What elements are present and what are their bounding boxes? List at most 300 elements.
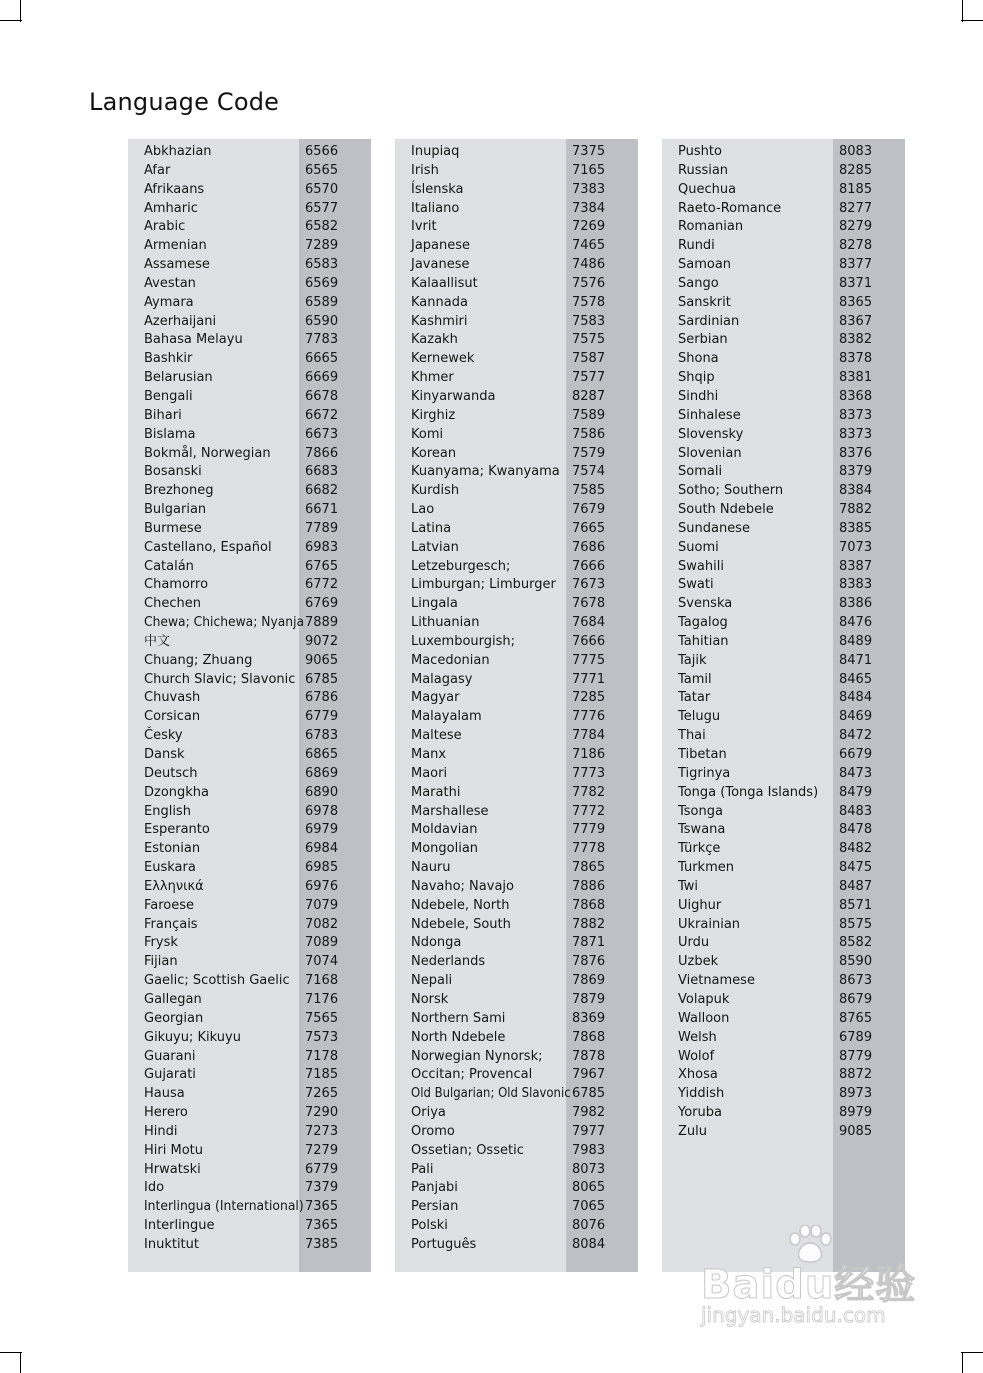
language-row (662, 784, 905, 803)
language-code: 7882 (572, 916, 606, 932)
language-code: 6569 (305, 275, 339, 291)
language-name: Pushto (678, 144, 722, 159)
language-name: Kurdish (411, 483, 460, 499)
language-name: Chuvash (144, 690, 201, 706)
language-code: 8673 (839, 973, 873, 989)
language-code: 8478 (839, 822, 873, 838)
language-code: 8379 (839, 464, 873, 480)
language-code: 7967 (572, 1067, 606, 1083)
language-name: Limburgan; Limburger (411, 577, 556, 593)
language-code: 7082 (305, 916, 339, 932)
language-name: Khmer (411, 370, 454, 386)
language-row (128, 972, 371, 991)
language-row (128, 1066, 371, 1085)
language-code: 6589 (305, 294, 339, 310)
language-code: 7576 (572, 275, 606, 291)
language-row (395, 463, 638, 482)
language-code: 7666 (572, 558, 606, 574)
language-code: 8386 (839, 596, 873, 612)
language-name: Euskara (144, 860, 196, 876)
language-code: 8575 (839, 916, 873, 932)
language-code: 8073 (572, 1161, 606, 1177)
language-code: 6890 (305, 784, 339, 800)
language-code: 8385 (839, 520, 873, 536)
language-row (395, 445, 638, 464)
language-name: Telugu (678, 709, 721, 725)
language-code: 6785 (572, 1086, 606, 1102)
language-code: 8367 (839, 313, 873, 329)
language-code: 8473 (839, 765, 873, 781)
language-code: 6673 (305, 426, 339, 442)
language-row (128, 671, 371, 690)
language-code: 8590 (839, 954, 873, 970)
language-row (662, 840, 905, 859)
language-name: Burmese (144, 520, 202, 536)
language-name: Yiddish (678, 1086, 725, 1102)
language-row (662, 313, 905, 332)
language-name: Frysk (144, 935, 178, 951)
language-name: North Ndebele (411, 1029, 506, 1045)
language-code: 7865 (572, 860, 606, 876)
language-row (128, 558, 371, 577)
language-row (128, 1048, 371, 1067)
language-code: 7186 (572, 747, 606, 762)
language-row (662, 689, 905, 708)
crop-mark (20, 0, 21, 22)
language-row (395, 671, 638, 690)
language-row (395, 576, 638, 595)
language-name: Irish (411, 162, 439, 178)
language-column-3 (662, 139, 905, 1272)
language-name: Suomi (678, 539, 719, 555)
language-code: 7587 (572, 351, 606, 367)
language-name: Raeto-Romance (678, 200, 782, 216)
language-name: Magyar (411, 690, 460, 706)
language-code: 7772 (572, 803, 606, 819)
language-code: 8277 (839, 200, 873, 216)
crop-mark (0, 20, 22, 21)
language-row (128, 294, 371, 313)
language-row (128, 859, 371, 878)
language-row (662, 445, 905, 464)
language-code: 8679 (839, 991, 873, 1007)
language-code: 8465 (839, 671, 873, 687)
language-row (128, 539, 371, 558)
language-code: 6590 (305, 313, 339, 329)
language-code: 6577 (305, 200, 339, 216)
language-row (128, 463, 371, 482)
language-name: Slovensky (678, 426, 744, 442)
language-row (128, 350, 371, 369)
language-code: 8365 (839, 294, 873, 310)
language-name: Dansk (144, 747, 185, 762)
language-name: Oriya (411, 1105, 446, 1121)
language-name: Lithuanian (411, 615, 480, 631)
language-name: Ivrit (411, 219, 437, 235)
language-name: Kashmiri (411, 313, 468, 329)
language-code: 7176 (305, 991, 339, 1007)
language-code: 7585 (572, 483, 606, 499)
language-row (662, 143, 905, 162)
crop-mark (961, 20, 983, 21)
language-row (395, 652, 638, 671)
language-code: 7073 (839, 539, 873, 555)
language-code: 8487 (839, 878, 873, 894)
language-name: Ossetian; Ossetic (411, 1142, 524, 1158)
language-code: 7289 (305, 238, 339, 254)
language-name: Somali (678, 464, 723, 480)
language-row (395, 388, 638, 407)
language-name: Korean (411, 445, 457, 461)
language-name: Belarusian (144, 370, 213, 386)
language-row (128, 708, 371, 727)
language-row (662, 746, 905, 765)
language-name: Avestan (144, 275, 196, 291)
language-code: 6682 (305, 483, 339, 499)
language-code: 7868 (572, 1029, 606, 1045)
language-row (128, 426, 371, 445)
language-name: Gujarati (144, 1067, 196, 1083)
language-name: Church Slavic; Slavonic (144, 671, 296, 687)
language-code: 8476 (839, 615, 873, 631)
language-code: 7185 (305, 1067, 339, 1083)
language-name: Norwegian Nynorsk; (411, 1048, 543, 1064)
language-row (395, 501, 638, 520)
crop-mark (962, 1352, 963, 1373)
language-name: Oromo (411, 1123, 455, 1139)
language-code: 7871 (572, 935, 606, 951)
language-row (395, 595, 638, 614)
language-code: 7679 (572, 502, 606, 518)
language-row (662, 1085, 905, 1104)
language-row (662, 576, 905, 595)
language-code: 7178 (305, 1048, 339, 1064)
language-code: 6565 (305, 162, 339, 178)
language-row (395, 746, 638, 765)
language-code: 6566 (305, 144, 339, 159)
language-code: 7269 (572, 219, 606, 235)
language-name: Ndonga (411, 935, 462, 951)
language-name: Français (144, 916, 198, 932)
language-code: 8279 (839, 219, 873, 235)
language-name: Walloon (678, 1010, 730, 1026)
language-code: 7686 (572, 539, 606, 555)
language-row (128, 162, 371, 181)
language-row (128, 1085, 371, 1104)
language-row (395, 181, 638, 200)
language-code: 7574 (572, 464, 606, 480)
language-code: 6869 (305, 765, 339, 781)
language-row (662, 162, 905, 181)
language-name: South Ndebele (678, 502, 774, 518)
crop-mark (961, 1352, 983, 1353)
language-code: 7775 (572, 652, 606, 668)
language-code: 8378 (839, 351, 873, 367)
language-row (395, 426, 638, 445)
language-name: Old Bulgarian; Old Slavonic (411, 1086, 571, 1102)
language-name: Luxembourgish; (411, 633, 516, 649)
language-row (662, 803, 905, 822)
language-row (395, 237, 638, 256)
language-name: Northern Sami (411, 1010, 506, 1026)
language-name: Tajik (678, 652, 707, 668)
page-title: Language Code (89, 88, 280, 116)
language-name: Tonga (Tonga Islands) (678, 784, 819, 800)
language-row (395, 784, 638, 803)
language-row (662, 727, 905, 746)
language-row (128, 143, 371, 162)
language-code: 6786 (305, 690, 339, 706)
language-row (662, 463, 905, 482)
language-code: 8382 (839, 332, 873, 348)
language-name: Japanese (411, 238, 471, 254)
language-code: 6783 (305, 728, 339, 744)
language-code: 8376 (839, 445, 873, 461)
language-name: Chechen (144, 596, 201, 612)
language-code: 8489 (839, 633, 873, 649)
language-code: 8383 (839, 577, 873, 593)
language-name: Tamil (678, 671, 712, 687)
language-name: Zulu (678, 1123, 707, 1139)
language-code: 7383 (572, 181, 606, 197)
language-name: Sardinian (678, 313, 740, 329)
language-code: 7789 (305, 520, 339, 536)
language-row (128, 576, 371, 595)
language-name: Assamese (144, 257, 210, 273)
watermark-logo-text: Baidu经验 (701, 1262, 917, 1308)
language-code: 7869 (572, 973, 606, 989)
language-row (395, 218, 638, 237)
language-code: 7665 (572, 520, 606, 536)
language-name: Manx (411, 747, 447, 762)
language-name: Ελληνικά (144, 878, 204, 894)
language-code: 8483 (839, 803, 873, 819)
language-code: 7273 (305, 1123, 339, 1139)
language-name: Wolof (678, 1048, 715, 1064)
language-code: 8287 (572, 388, 606, 404)
language-code: 7983 (572, 1142, 606, 1158)
language-code: 6570 (305, 181, 339, 197)
language-code: 8384 (839, 483, 873, 499)
language-row (662, 218, 905, 237)
language-code: 7365 (305, 1199, 339, 1215)
language-row (128, 1198, 371, 1217)
language-name: Malayalam (411, 709, 482, 725)
language-name: Íslenska (411, 181, 464, 197)
language-name: Samoan (678, 257, 732, 273)
language-name: Swati (678, 577, 714, 593)
language-code: 9085 (839, 1123, 873, 1139)
language-code: 8381 (839, 370, 873, 386)
language-code: 6985 (305, 860, 339, 876)
language-name: Fijian (144, 954, 178, 970)
language-row (128, 181, 371, 200)
language-row (128, 840, 371, 859)
language-name: Bosanski (144, 464, 202, 480)
language-code: 7666 (572, 633, 606, 649)
language-row (662, 369, 905, 388)
language-row (395, 558, 638, 577)
language-row (662, 1066, 905, 1085)
language-code: 6779 (305, 1161, 339, 1177)
language-name: Welsh (678, 1029, 717, 1045)
language-code: 8076 (572, 1218, 606, 1234)
language-code: 7879 (572, 991, 606, 1007)
language-code: 7065 (572, 1199, 606, 1215)
language-row (128, 803, 371, 822)
language-code: 8387 (839, 558, 873, 574)
language-row (395, 1010, 638, 1029)
language-name: Svenska (678, 596, 733, 612)
language-row (662, 972, 905, 991)
language-code: 6678 (305, 388, 339, 404)
language-code: 6976 (305, 878, 339, 894)
language-column-1 (128, 139, 371, 1272)
language-code: 7882 (839, 502, 873, 518)
language-name: Dzongkha (144, 784, 210, 800)
language-code: 9065 (305, 652, 339, 668)
language-name: Nauru (411, 860, 451, 876)
language-name: Guarani (144, 1048, 196, 1064)
language-code: 8482 (839, 841, 873, 857)
language-name: Javanese (411, 257, 470, 273)
language-row (128, 313, 371, 332)
language-code: 8479 (839, 784, 873, 800)
language-code: 6765 (305, 558, 339, 574)
language-row (662, 558, 905, 577)
language-row (395, 1142, 638, 1161)
language-code: 7586 (572, 426, 606, 442)
language-code: 7365 (305, 1218, 339, 1234)
language-code: 7579 (572, 445, 606, 461)
language-code: 7165 (572, 162, 606, 178)
language-code: 7290 (305, 1105, 339, 1121)
language-name: Russian (678, 162, 729, 178)
language-code: 6789 (839, 1029, 873, 1045)
language-row (662, 708, 905, 727)
language-row (662, 765, 905, 784)
language-row (662, 953, 905, 972)
language-row (128, 595, 371, 614)
language-code: 7776 (572, 709, 606, 725)
language-name: Kalaallisut (411, 275, 478, 291)
language-row (128, 1179, 371, 1198)
language-name: Twi (678, 878, 699, 894)
language-name: Afrikaans (144, 181, 205, 197)
language-code: 6865 (305, 747, 339, 762)
language-name: Abkhazian (144, 144, 212, 159)
language-row (128, 821, 371, 840)
language-code: 7889 (305, 615, 339, 631)
language-list (662, 143, 905, 1142)
language-code: 7573 (305, 1029, 339, 1045)
language-name: Shqip (678, 370, 715, 386)
language-row (662, 595, 905, 614)
language-row (395, 765, 638, 784)
language-name: Ndebele, North (411, 897, 510, 913)
language-name: Sinhalese (678, 407, 741, 423)
language-row (662, 1123, 905, 1142)
language-name: Sotho; Southern (678, 483, 784, 499)
language-name: Pali (411, 1161, 434, 1177)
language-code: 7878 (572, 1048, 606, 1064)
language-row (662, 878, 905, 897)
language-row (128, 388, 371, 407)
language-row (662, 614, 905, 633)
language-code: 8185 (839, 181, 873, 197)
language-code: 7779 (572, 822, 606, 838)
language-row (128, 200, 371, 219)
language-code: 8278 (839, 238, 873, 254)
language-row (395, 727, 638, 746)
language-row (395, 859, 638, 878)
language-name: Yoruba (678, 1105, 722, 1121)
language-code: 8368 (839, 388, 873, 404)
language-row (662, 181, 905, 200)
language-name: Gaelic; Scottish Gaelic (144, 973, 290, 989)
language-code: 7375 (572, 144, 606, 159)
language-name: Estonian (144, 841, 201, 857)
language-code: 6983 (305, 539, 339, 555)
language-name: Sindhi (678, 388, 719, 404)
language-row (128, 1142, 371, 1161)
language-name: Quechua (678, 181, 737, 197)
language-row (128, 256, 371, 275)
language-code: 8973 (839, 1086, 873, 1102)
language-row (128, 1123, 371, 1142)
language-code: 7783 (305, 332, 339, 348)
language-row (662, 388, 905, 407)
language-row (128, 1217, 371, 1236)
language-name: Gikuyu; Kikuyu (144, 1029, 241, 1045)
language-row (128, 652, 371, 671)
crop-mark (962, 0, 963, 22)
language-row (128, 765, 371, 784)
language-row (662, 426, 905, 445)
language-row (128, 953, 371, 972)
language-name: 中文 (144, 633, 171, 649)
language-name: Kannada (411, 294, 468, 310)
language-code: 6679 (839, 747, 873, 762)
language-name: Lingala (411, 596, 458, 612)
language-code: 6984 (305, 841, 339, 857)
language-row (662, 256, 905, 275)
language-row (662, 200, 905, 219)
language-code: 7089 (305, 935, 339, 951)
language-name: Occitan; Provencal (411, 1067, 533, 1083)
language-code: 6671 (305, 502, 339, 518)
language-name: Catalán (144, 558, 194, 574)
language-code: 7279 (305, 1142, 339, 1158)
language-row (128, 784, 371, 803)
language-name: Macedonian (411, 652, 490, 668)
watermark-url: jingyan.baidu.com (701, 1303, 886, 1327)
language-row (395, 1104, 638, 1123)
language-name: Chewa; Chichewa; Nyanja (144, 615, 305, 631)
language-name: Tatar (678, 690, 711, 706)
language-code: 8582 (839, 935, 873, 951)
language-name: Arabic (144, 219, 186, 235)
language-row (128, 1104, 371, 1123)
language-row (662, 821, 905, 840)
language-row (662, 671, 905, 690)
language-code: 8471 (839, 652, 873, 668)
language-name: Kuanyama; Kwanyama (411, 464, 560, 480)
language-name: Esperanto (144, 822, 210, 838)
language-row (395, 916, 638, 935)
language-code: 8285 (839, 162, 873, 178)
language-name: Malagasy (411, 671, 473, 687)
